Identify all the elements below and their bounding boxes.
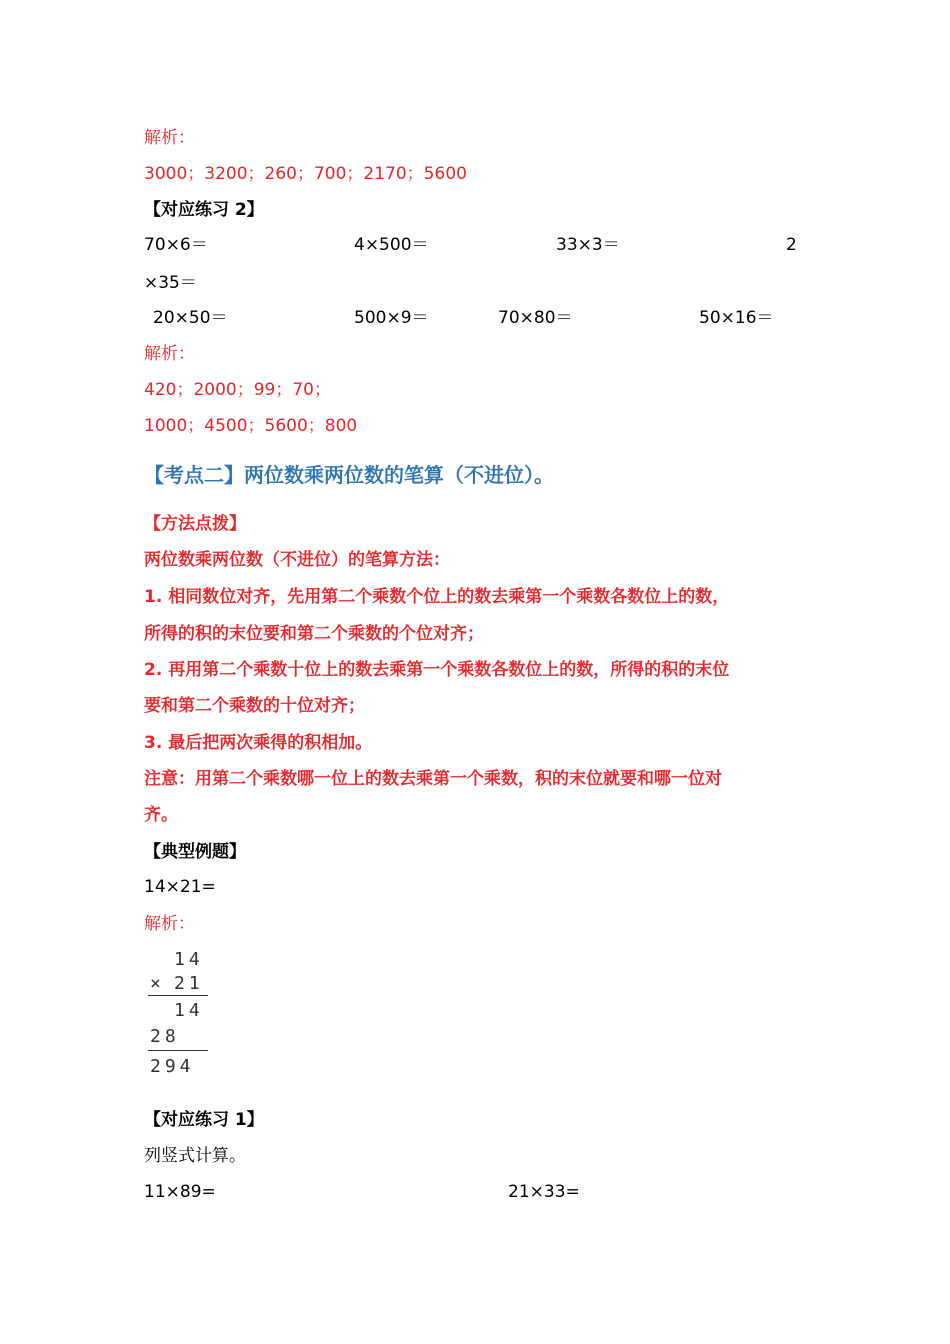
method-line-1: 1. 相同数位对齐，先用第二个乘数个位上的数去乘第一个乘数各数位上的数， xyxy=(144,587,730,607)
practice-1-instruction: 列竖式计算。 xyxy=(144,1146,246,1166)
vertical-product: 294 xyxy=(150,1056,195,1077)
vertical-partial-1: 14 xyxy=(174,1000,204,1021)
answers-line-2b: 1000；4500；5600；800 xyxy=(144,416,358,436)
answers-line-1: 3000；3200；260；700；2170；5600 xyxy=(144,164,467,184)
vertical-times-sign: × xyxy=(150,973,165,994)
method-line-0: 两位数乘两位数（不进位）的笔算方法： xyxy=(144,550,450,570)
vertical-line-1 xyxy=(148,995,208,996)
answers-line-2a: 420；2000；99；70； xyxy=(144,380,331,400)
method-title: 【方法点拨】 xyxy=(144,514,246,534)
topic-2-heading: 【考点二】两位数乘两位数的笔算（不进位）。 xyxy=(144,463,554,487)
problem-2x35-part1: 2 xyxy=(786,235,797,255)
problem-50x16: 50×16＝ xyxy=(699,308,774,328)
analysis-label-1: 解析： xyxy=(144,128,195,148)
practice-2-title: 【对应练习 2】 xyxy=(144,200,264,220)
problem-20x50: 20×50＝ xyxy=(153,308,228,328)
problem-21x33: 21×33= xyxy=(508,1182,580,1202)
method-line-4: 要和第二个乘数的十位对齐； xyxy=(144,696,365,716)
problem-70x6: 70×6＝ xyxy=(144,235,208,255)
problem-33x3: 33×3＝ xyxy=(556,235,620,255)
example-problem: 14×21= xyxy=(144,877,216,897)
method-line-5: 3. 最后把两次乘得的积相加。 xyxy=(144,733,373,753)
vertical-multiplier: 21 xyxy=(174,973,204,994)
analysis-label-2: 解析： xyxy=(144,344,195,364)
problem-11x89: 11×89= xyxy=(144,1182,216,1202)
problem-4x500: 4×500＝ xyxy=(354,235,429,255)
method-line-3: 2. 再用第二个乘数十位上的数去乘第一个乘数各数位上的数，所得的积的末位 xyxy=(144,660,730,680)
problem-2x35-part2: ×35＝ xyxy=(144,273,197,293)
analysis-label-3: 解析： xyxy=(144,914,195,934)
problem-70x80: 70×80＝ xyxy=(498,308,573,328)
vertical-line-2 xyxy=(148,1050,208,1051)
method-line-2: 所得的积的末位要和第二个乘数的个位对齐； xyxy=(144,624,484,644)
vertical-multiplicand: 14 xyxy=(174,949,204,970)
method-line-6: 注意：用第二个乘数哪一位上的数去乘第一个乘数，积的末位就要和哪一位对 xyxy=(144,769,722,789)
vertical-partial-2: 28 xyxy=(150,1026,180,1047)
problem-500x9: 500×9＝ xyxy=(354,308,429,328)
method-line-7: 齐。 xyxy=(144,805,178,825)
practice-1-title: 【对应练习 1】 xyxy=(144,1110,264,1130)
example-title: 【典型例题】 xyxy=(144,842,246,862)
